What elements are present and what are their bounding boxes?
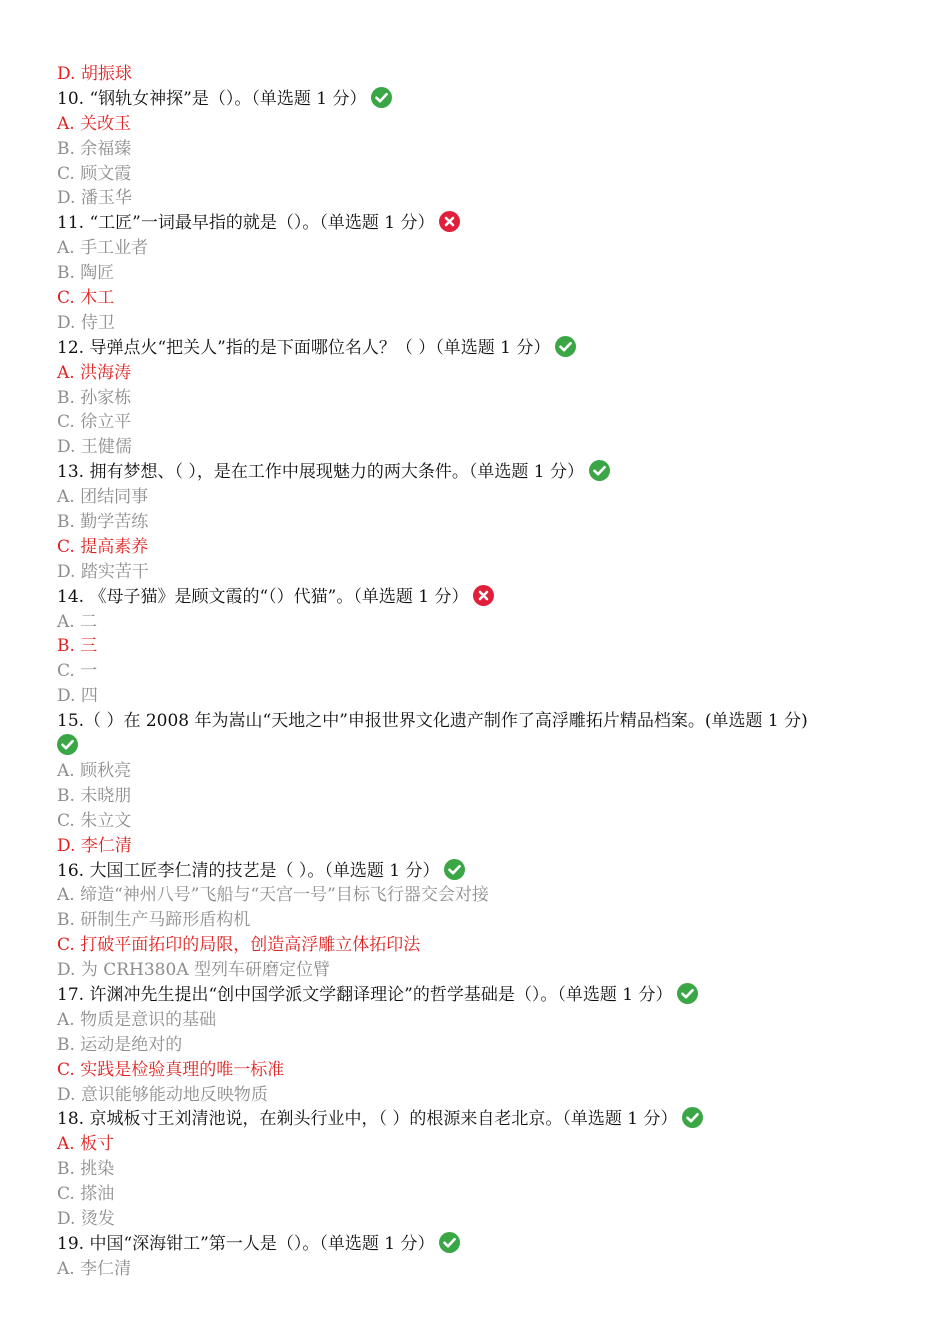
correct-check-icon (682, 1107, 703, 1128)
correct-check-icon (555, 336, 576, 357)
option: C. 朱立文 (57, 810, 132, 831)
selected-option: C. 打破平面拓印的局限，创造高浮雕立体拓印法 (57, 935, 421, 956)
question-line (57, 87, 917, 112)
question-text: 16. 大国工匠李仁清的技艺是（ ）。（单选题 1 分） (57, 860, 440, 881)
selected-option: C. 提高素养 (57, 536, 149, 557)
wrong-cross-icon (439, 211, 460, 232)
option: B. 陶匠 (57, 263, 115, 284)
option: D. 侍卫 (57, 312, 115, 333)
question-text: 10. “钢轨女神探”是（）。（单选题 1 分） (57, 88, 367, 109)
correct-check-icon (439, 1232, 460, 1253)
question-line (57, 709, 917, 734)
option: D. 王健儒 (57, 437, 132, 458)
selected-option: A. 关改玉 (57, 113, 132, 134)
option: A. 二 (57, 611, 98, 632)
question-line (57, 983, 917, 1008)
option: B. 未晓朋 (57, 785, 132, 806)
question-block (57, 87, 917, 211)
question-block (57, 709, 917, 858)
question-text: 14. 《母子猫》是顾文霞的“（）代猫”。（单选题 1 分） (57, 586, 469, 607)
question-block (57, 1232, 917, 1282)
question-text: 13. 拥有梦想、（ ），是在工作中展现魅力的两大条件。（单选题 1 分） (57, 462, 584, 483)
option: D. 四 (57, 686, 98, 707)
option: C. 搽油 (57, 1184, 115, 1205)
option: B. 勤学苦练 (57, 512, 149, 533)
question-block (57, 336, 917, 460)
correct-check-icon (57, 734, 78, 755)
option: B. 余福臻 (57, 138, 132, 159)
option: A. 团结同事 (57, 487, 149, 508)
question-text: 12. 导弹点火“把关人”指的是下面哪位名人？（ ）（单选题 1 分） (57, 337, 551, 358)
question-line (57, 336, 917, 361)
question-text: 17. 许渊冲先生提出“创中国学派文学翻译理论”的哲学基础是（）。（单选题 1 分） (57, 984, 673, 1005)
option: A. 缔造“神州八号”飞船与“天宫一号”目标飞行器交会对接 (57, 885, 489, 906)
option: D. 踏实苦干 (57, 561, 149, 582)
question-line (57, 460, 917, 485)
option: B. 挑染 (57, 1159, 115, 1180)
question-block (57, 859, 917, 983)
option: B. 孙家栋 (57, 387, 132, 408)
option: A. 手工业者 (57, 238, 149, 259)
option: B. 运动是绝对的 (57, 1034, 183, 1055)
selected-option: C. 实践是检验真理的唯一标准 (57, 1059, 285, 1080)
option: D. 潘玉华 (57, 188, 132, 209)
selected-option: D. 李仁清 (57, 835, 132, 856)
correct-check-icon (677, 983, 698, 1004)
option: C. 徐立平 (57, 412, 132, 433)
question-text: 15.（ ）在 2008 年为嵩山“天地之中”申报世界文化遗产制作了高浮雕拓片精品档案。(单选题 1 分) (57, 711, 808, 732)
question-list (57, 87, 917, 1282)
question-block (57, 1107, 917, 1231)
question-text: 18. 京城板寸王刘清池说，在剃头行业中，（ ）的根源来自老北京。（单选题 1 分） (57, 1109, 678, 1130)
question-block (57, 585, 917, 709)
correct-check-icon (444, 859, 465, 880)
question-line (57, 211, 917, 236)
selected-option: C. 木工 (57, 288, 115, 309)
option: A. 物质是意识的基础 (57, 1009, 217, 1030)
result-icon-line (57, 734, 917, 759)
option: D. 烫发 (57, 1208, 115, 1229)
option: A. 李仁清 (57, 1258, 132, 1279)
wrong-cross-icon (473, 585, 494, 606)
question-line (57, 1232, 917, 1257)
option: B. 研制生产马蹄形盾构机 (57, 910, 251, 931)
question-block (57, 983, 917, 1107)
option: C. 顾文霞 (57, 163, 132, 184)
selected-option: A. 板寸 (57, 1134, 115, 1155)
question-line (57, 585, 917, 610)
question-text: 19. 中国“深海钳工”第一人是（）。（单选题 1 分） (57, 1233, 435, 1254)
correct-check-icon (589, 460, 610, 481)
question-line (57, 1107, 917, 1132)
question-block (57, 460, 917, 584)
leading-option: D. 胡振球 (57, 64, 132, 84)
quiz-document (57, 62, 917, 1282)
question-line (57, 859, 917, 884)
question-block (57, 211, 917, 335)
option: D. 为 CRH380A 型列车研磨定位臂 (57, 960, 330, 981)
question-text: 11. “工匠”一词最早指的就是（）。（单选题 1 分） (57, 213, 435, 234)
option: D. 意识能够能动地反映物质 (57, 1084, 268, 1105)
correct-check-icon (371, 87, 392, 108)
option: C. 一 (57, 661, 98, 682)
selected-option: A. 洪海涛 (57, 362, 132, 383)
option: A. 顾秋亮 (57, 760, 132, 781)
selected-option: B. 三 (57, 636, 98, 657)
